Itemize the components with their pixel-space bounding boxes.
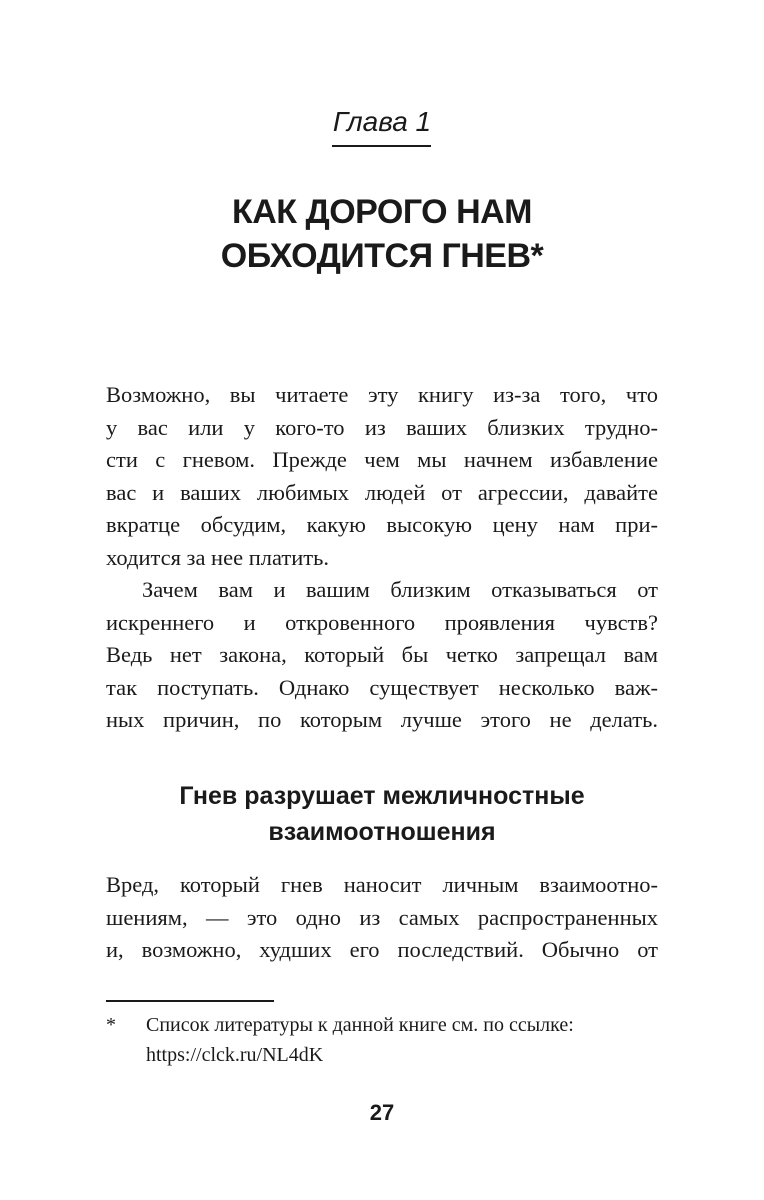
- text-line: искреннего и откровенного проявления чувств?: [106, 609, 658, 635]
- text-line: Зачем вам и вашим близким отказываться от: [142, 577, 658, 602]
- footnote-link: https://clck.ru/NL4dK: [146, 1044, 324, 1066]
- text-line: Ведь нет закона, который бы четко запрещал вам: [106, 642, 658, 668]
- text-line: шениям, — это одно из самых распространенных: [106, 904, 658, 930]
- text-line: Вред, который гнев наносит личным взаимоотно-: [106, 872, 658, 897]
- text-line: вас и ваших любимых людей от агрессии, давайте: [106, 479, 658, 505]
- text-line: ходится за нее платить.: [106, 544, 329, 570]
- footnote-line: Список литературы к данной книге см. по ссылке:: [146, 1014, 574, 1036]
- text-line: Возможно, вы читаете эту книгу из-за того, что: [106, 382, 658, 407]
- chapter-label-underline: [332, 145, 431, 147]
- text-line: так поступать. Однако существует несколько важ-: [106, 674, 658, 700]
- section-title-line: Гнев разрушает межличностные: [179, 782, 585, 810]
- intro-paragraph-2: [106, 574, 658, 737]
- text-line: вкратце обсудим, какую высокую цену нам при-: [106, 512, 658, 538]
- intro-paragraph-1: [106, 379, 658, 575]
- footnote-marker: *: [106, 1014, 116, 1036]
- text-line: и, возможно, худших его последствий. Обычно от: [106, 937, 658, 963]
- chapter-label: Глава 1: [332, 106, 432, 137]
- chapter-title: [0, 190, 764, 278]
- chapter-title-line: КАК ДОРОГО НАМ: [232, 193, 532, 231]
- text-line: у вас или у кого-то из ваших близких трудно-: [106, 414, 658, 440]
- section-title: [0, 778, 764, 850]
- page-number: 27: [369, 1100, 395, 1125]
- footnote-rule: [106, 1000, 274, 1002]
- chapter-title-line: ОБХОДИТСЯ ГНЕВ*: [220, 237, 544, 275]
- text-line: ных причин, по которым лучше этого не делать.: [106, 707, 658, 733]
- text-line: сти с гневом. Прежде чем мы начнем избавление: [106, 447, 658, 473]
- section-paragraph: [106, 869, 658, 967]
- footnote: [106, 1010, 658, 1070]
- section-title-line: взаимоотношения: [268, 818, 496, 846]
- footnote-text: [146, 1010, 658, 1070]
